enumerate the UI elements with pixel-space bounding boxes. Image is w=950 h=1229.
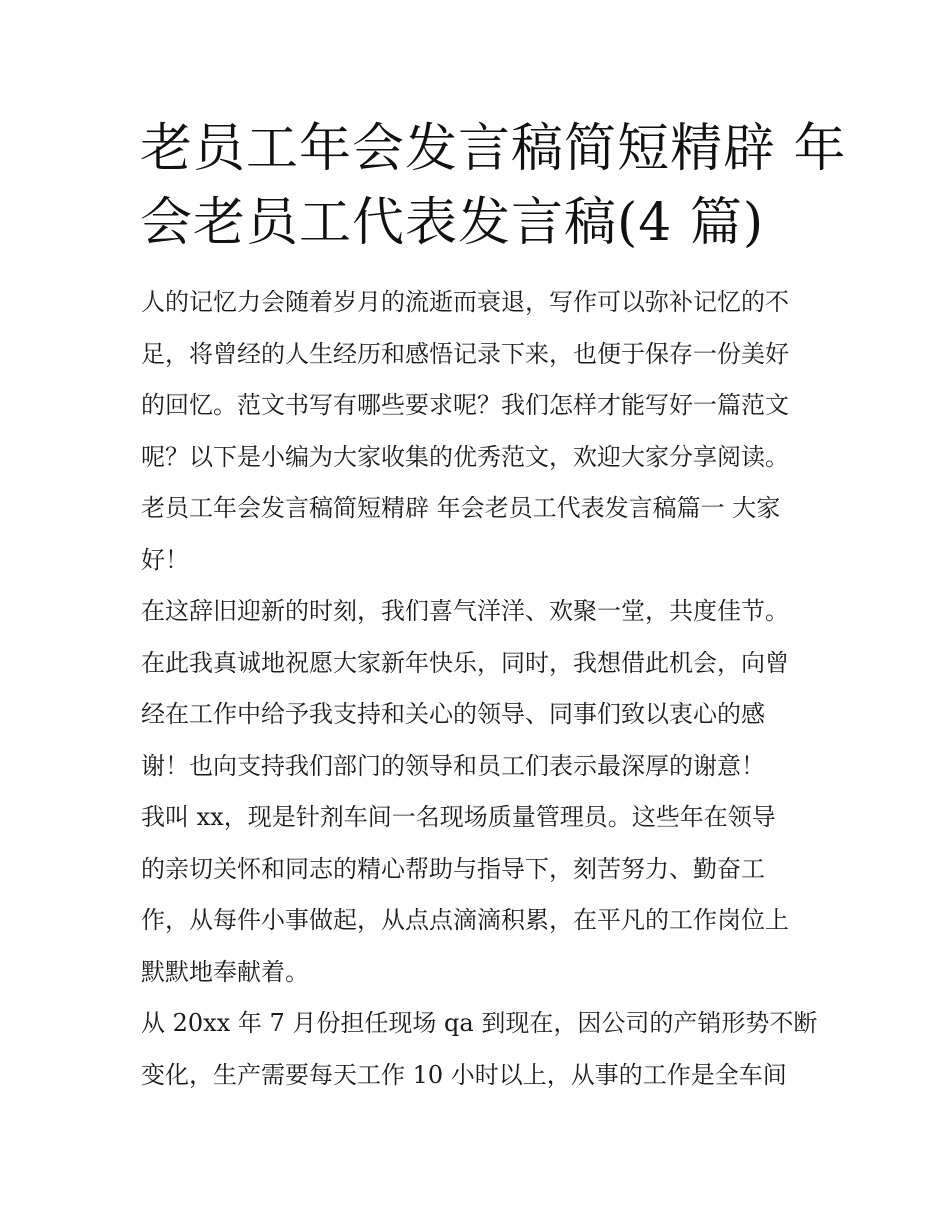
document-body	[141, 277, 821, 1101]
title-line: 会老员工代表发言稿(4 篇)	[140, 193, 765, 253]
body-line: 从 20xx 年 7 月份担任现场 qa 到现在，因公司的产销形势不断	[141, 1009, 818, 1037]
body-line: 在此我真诚地祝愿大家新年快乐，同时，我想借此机会，向曾	[141, 648, 789, 677]
document-title	[140, 112, 847, 260]
body-line: 默默地奉献着。	[141, 957, 309, 986]
body-line: 好！	[141, 545, 189, 574]
body-line: 的亲切关怀和同志的精心帮助与指导下，刻苦努力、勤奋工	[141, 854, 765, 883]
title-line: 老员工年会发言稿简短精辟 年	[140, 119, 847, 179]
body-line: 变化，生产需要每天工作 10 小时以上，从事的工作是全车间	[141, 1060, 787, 1089]
body-line: 老员工年会发言稿简短精辟 年会老员工代表发言稿篇一 大家	[141, 494, 781, 522]
body-line: 人的记忆力会随着岁月的流逝而衰退，写作可以弥补记忆的不	[141, 288, 789, 316]
body-line: 谢！也向支持我们部门的领导和员工们表示最深厚的谢意！	[141, 751, 765, 780]
body-line: 足，将曾经的人生经历和感悟记录下来，也便于保存一份美好	[141, 339, 789, 368]
body-line: 呢？以下是小编为大家收集的优秀范文，欢迎大家分享阅读。	[141, 442, 789, 471]
body-line: 的回忆。范文书写有哪些要求呢？我们怎样才能写好一篇范文	[141, 391, 789, 419]
body-line: 在这辞旧迎新的时刻，我们喜气洋洋、欢聚一堂，共度佳节。	[141, 597, 789, 625]
body-line: 作，从每件小事做起，从点点滴滴积累，在平凡的工作岗位上	[141, 906, 789, 934]
body-line: 经在工作中给予我支持和关心的领导、同事们致以衷心的感	[141, 700, 765, 728]
body-line: 我叫 xx，现是针剂车间一名现场质量管理员。这些年在领导	[141, 803, 776, 831]
